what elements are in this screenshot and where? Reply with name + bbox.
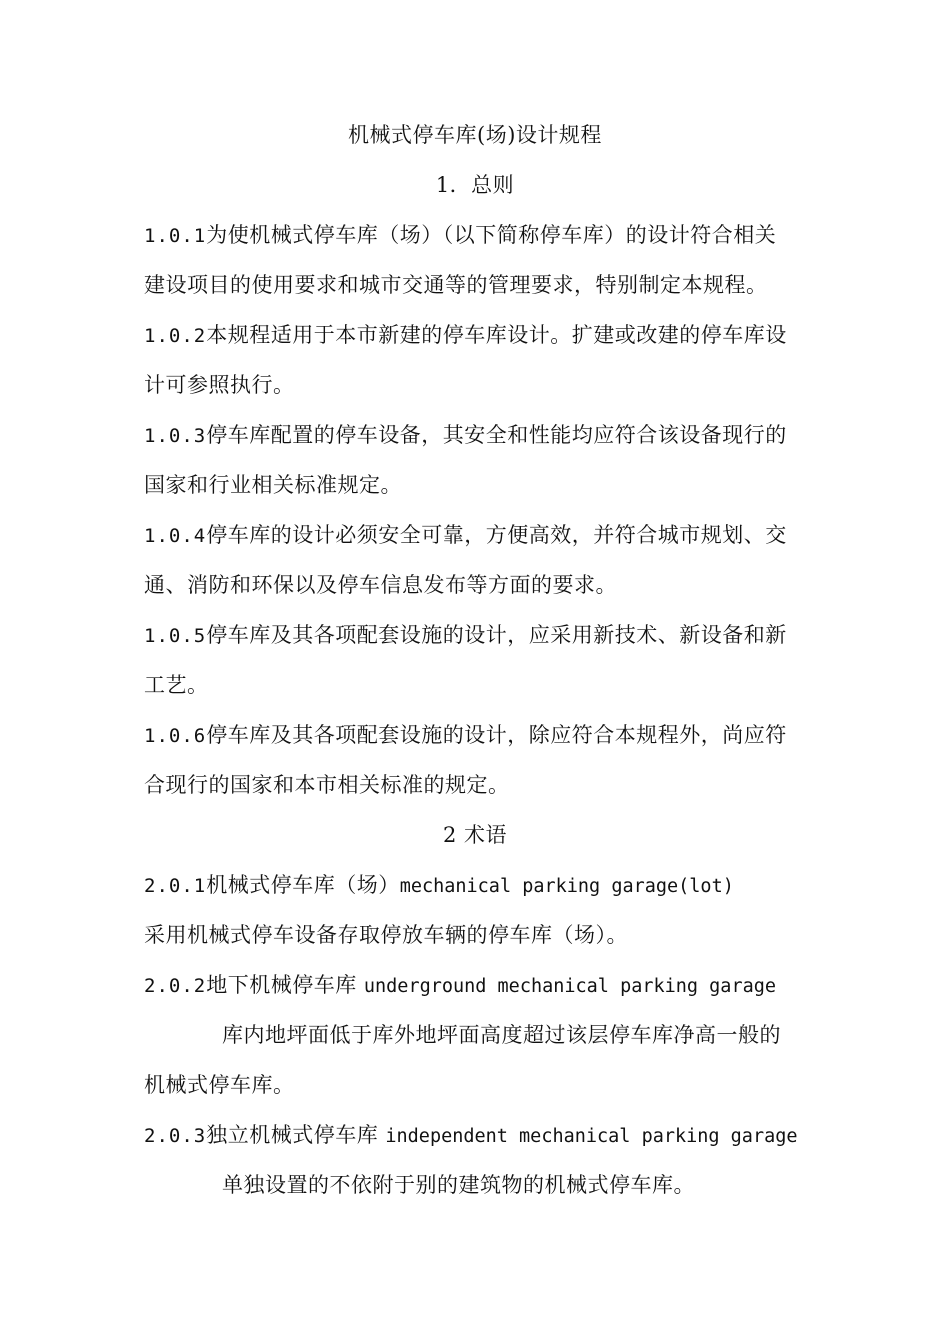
- clause-1-0-3-cont: 国家和行业相关标准规定。: [144, 473, 402, 497]
- clause-1-0-6-cont: 合现行的国家和本市相关标准的规定。: [144, 773, 510, 797]
- clause-number: 1.0.1: [144, 225, 207, 247]
- term-2-0-1: [144, 870, 814, 902]
- clause-number: 1.0.2: [144, 325, 207, 347]
- section-heading-general: 1．总则: [435, 173, 515, 197]
- clause-1-0-2: [144, 320, 814, 351]
- term-2-0-3: [144, 1120, 814, 1152]
- clause-text: 停车库及其各项配套设施的设计，除应符合本规程外，尚应符: [206, 723, 787, 747]
- term-zh: 地下机械停车库: [206, 973, 357, 997]
- term-number: 2.0.2: [144, 975, 207, 997]
- term-zh: 独立机械式停车库: [206, 1123, 379, 1147]
- clause-1-0-4-cont: 通、消防和环保以及停车信息发布等方面的要求。: [144, 573, 617, 597]
- clause-1-0-5-cont: 工艺。: [144, 673, 209, 697]
- clause-text: 停车库配置的停车设备，其安全和性能均应符合该设备现行的: [206, 423, 787, 447]
- term-en: mechanical parking garage(lot): [399, 876, 734, 897]
- clause-number: 1.0.5: [144, 625, 207, 647]
- clause-1-0-1-cont: 建设项目的使用要求和城市交通等的管理要求，特别制定本规程。: [144, 273, 768, 297]
- term-en: independent mechanical parking garage: [385, 1126, 798, 1147]
- clause-1-0-5: [144, 620, 814, 651]
- clause-text: 停车库及其各项配套设施的设计，应采用新技术、新设备和新: [206, 623, 787, 647]
- clause-number: 1.0.3: [144, 425, 207, 447]
- term-2-0-2-definition: 库内地坪面低于库外地坪面高度超过该层停车库净高一般的: [222, 1023, 781, 1047]
- term-zh: 机械式停车库（场）: [206, 873, 400, 897]
- clause-1-0-3: [144, 420, 814, 451]
- clause-text: 为使机械式停车库（场）（以下简称停车库）的设计符合相关: [206, 223, 777, 247]
- section-heading-terms: 2 术语: [442, 823, 508, 847]
- clause-1-0-4: [144, 520, 814, 551]
- clause-number: 1.0.4: [144, 525, 207, 547]
- clause-text: 停车库的设计必须安全可靠，方便高效，并符合城市规划、交: [206, 523, 787, 547]
- term-number: 2.0.3: [144, 1125, 207, 1147]
- clause-1-0-6: [144, 720, 814, 751]
- document-title: 机械式停车库(场)设计规程: [348, 123, 602, 147]
- term-2-0-2: [144, 970, 814, 1002]
- clause-number: 1.0.6: [144, 725, 207, 747]
- term-2-0-3-definition: 单独设置的不依附于别的建筑物的机械式停车库。: [222, 1173, 695, 1197]
- term-en: underground mechanical parking garage: [363, 976, 776, 997]
- term-2-0-1-definition: 采用机械式停车设备存取停放车辆的停车库（场）。: [144, 923, 628, 947]
- clause-1-0-1: [144, 220, 814, 251]
- term-2-0-2-definition-cont: 机械式停车库。: [144, 1073, 295, 1097]
- term-number: 2.0.1: [144, 875, 207, 897]
- clause-1-0-2-cont: 计可参照执行。: [144, 373, 295, 397]
- clause-text: 本规程适用于本市新建的停车库设计。扩建或改建的停车库设: [206, 323, 787, 347]
